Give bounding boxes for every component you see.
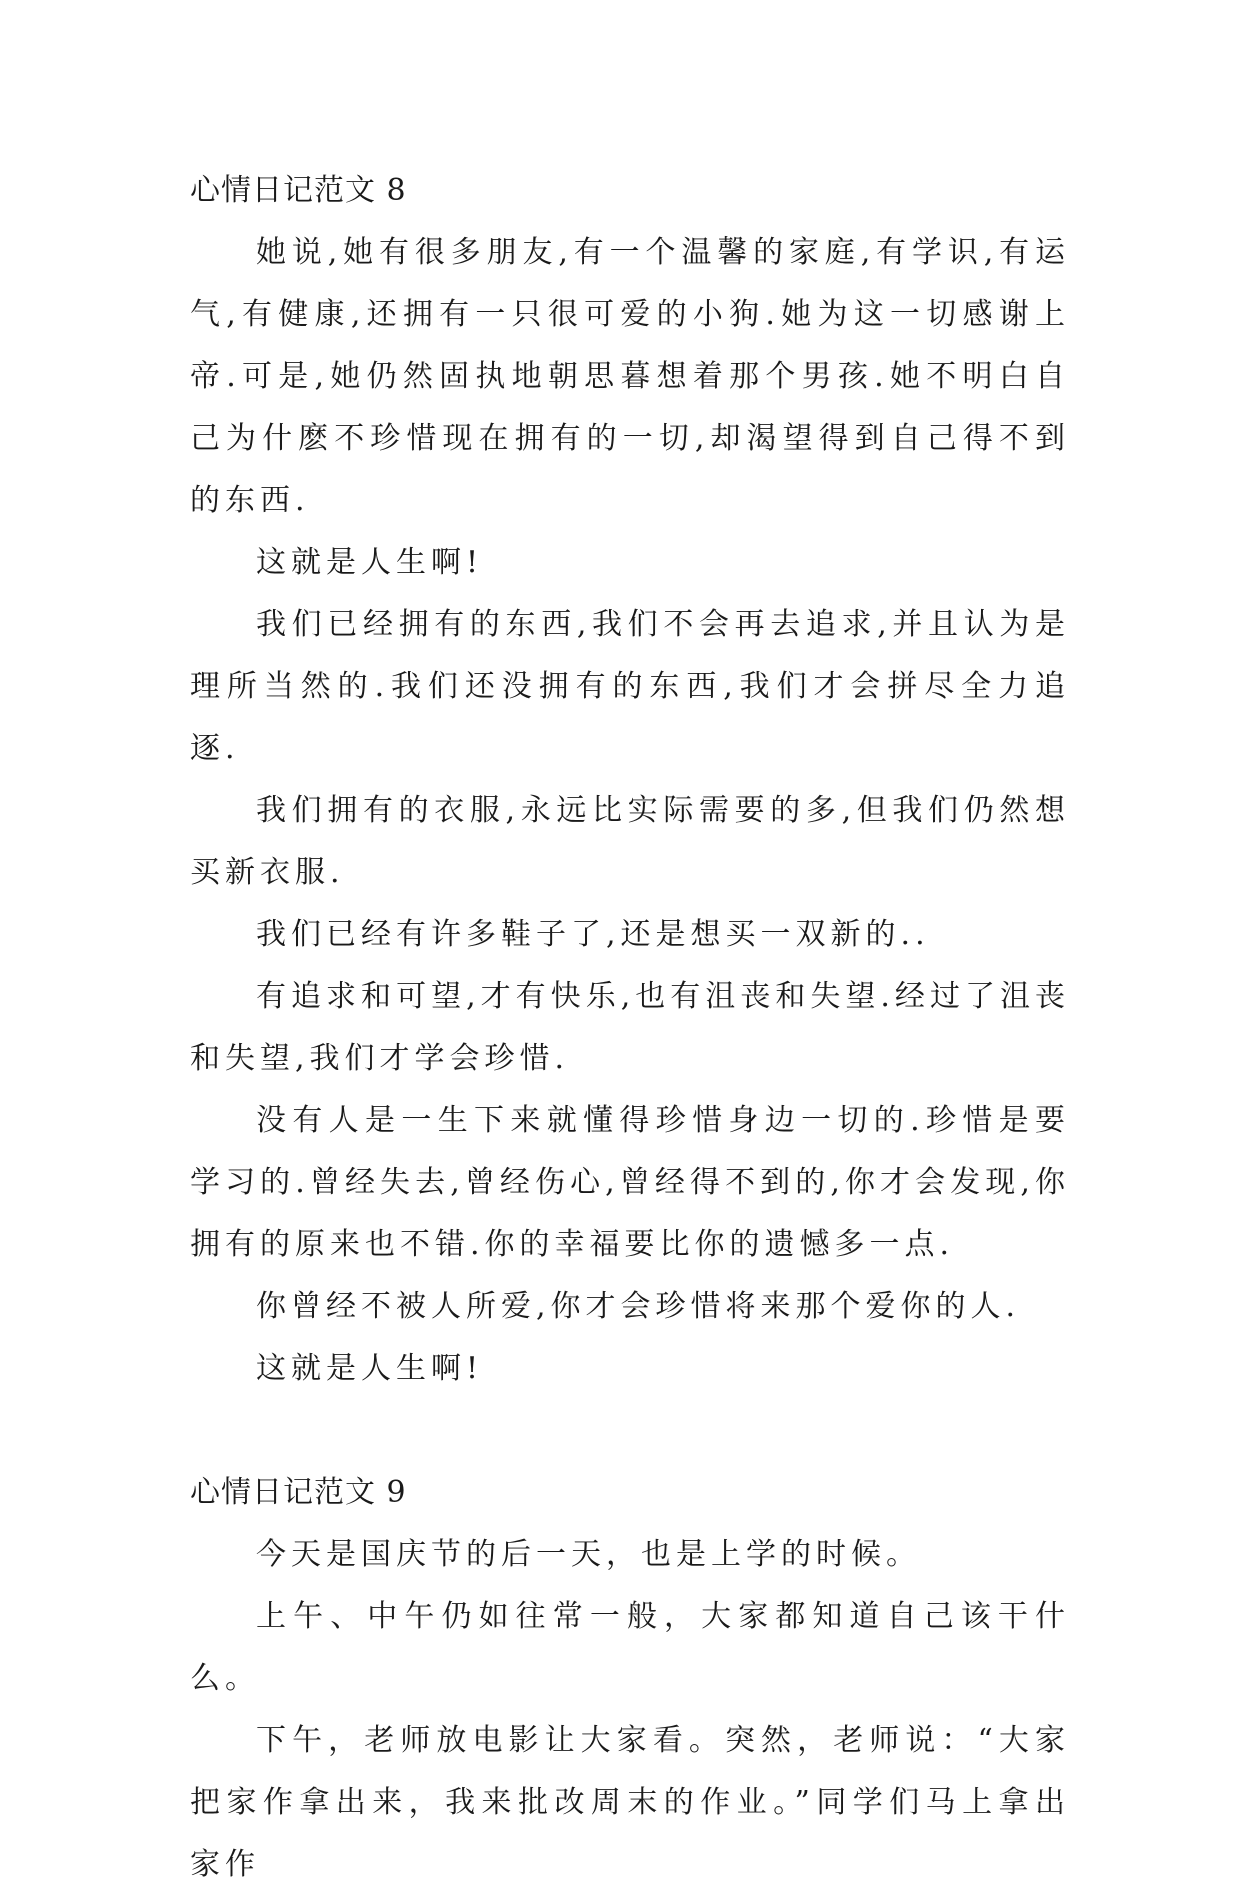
paragraph: 这就是人生啊! <box>256 1351 484 1386</box>
paragraph: 下午，老师放电影让大家看。突然，老师说：“大家把家作拿出来，我来批改周末的作业。”同学们马上拿出家作 <box>190 1723 1070 1882</box>
paragraph: 今天是国庆节的后一天，也是上学的时候。 <box>256 1537 921 1572</box>
paragraph: 我们已经有许多鞋子了,还是想买一双新的.. <box>256 917 930 952</box>
paragraph: 你曾经不被人所爱,你才会珍惜将来那个爱你的人. <box>256 1289 1021 1324</box>
paragraph: 这就是人生啊! <box>256 545 484 580</box>
section-title: 心情日记范文 8 <box>190 173 407 208</box>
diary-section-9 <box>190 1462 1070 1896</box>
paragraph: 上午、中午仍如往常一般，大家都知道自己该干什么。 <box>190 1599 1070 1696</box>
paragraph: 她说,她有很多朋友,有一个温馨的家庭,有学识,有运气,有健康,还拥有一只很可爱的小狗.她为这一切感谢上帝.可是,她仍然固执地朝思暮想着那个男孩.她不明白自己为什麽不珍惜现在拥有的一切,却渴望得到自己得不到的东西. <box>190 235 1070 518</box>
diary-section-8 <box>190 160 1070 1400</box>
paragraph: 我们已经拥有的东西,我们不会再去追求,并且认为是理所当然的.我们还没拥有的东西,我们才会拼尽全力追逐. <box>190 607 1070 766</box>
paragraph: 没有人是一生下来就懂得珍惜身边一切的.珍惜是要学习的.曾经失去,曾经伤心,曾经得不到的,你才会发现,你拥有的原来也不错.你的幸福要比你的遗憾多一点. <box>190 1103 1070 1262</box>
paragraph: 有追求和可望,才有快乐,也有沮丧和失望.经过了沮丧和失望,我们才学会珍惜. <box>190 979 1070 1076</box>
paragraph: 我们拥有的衣服,永远比实际需要的多,但我们仍然想买新衣服. <box>190 793 1070 890</box>
document-page <box>190 160 1070 1896</box>
section-title: 心情日记范文 9 <box>190 1475 407 1510</box>
